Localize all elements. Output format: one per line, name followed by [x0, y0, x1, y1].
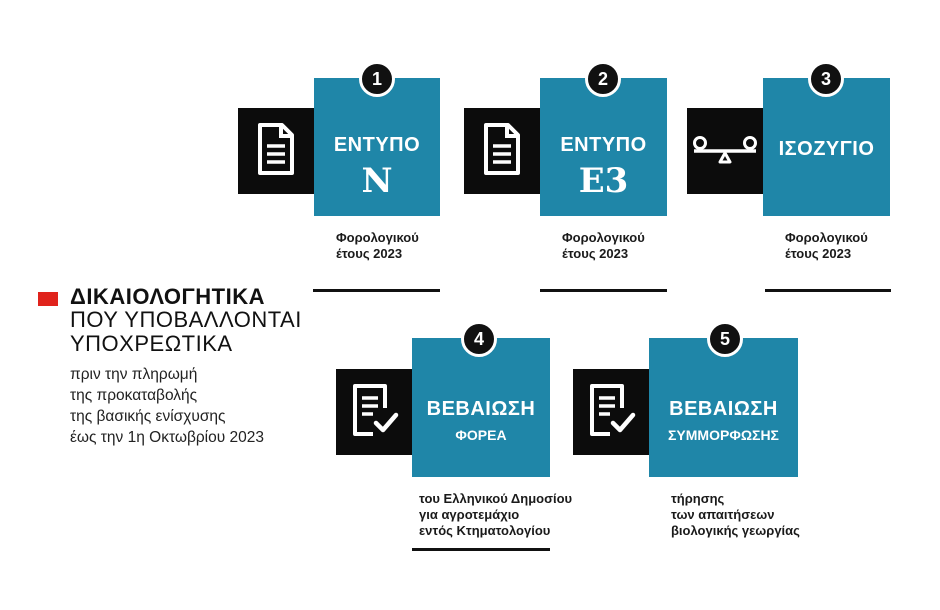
- item-4-title: ΒΕΒΑΙΩΣΗ: [426, 398, 536, 420]
- item-5-title-2: ΣΥΜΜΟΡΦΩΣΗΣ: [668, 427, 779, 443]
- item-2-title: ΕΝΤΥΠΟ: [560, 134, 647, 156]
- item-3-title: ΙΣΟΖΥΓΙΟ: [778, 138, 875, 160]
- item-2-rule: [540, 289, 667, 292]
- document-icon: [480, 122, 524, 181]
- heading-sub-4: έως την 1η Οκτωβρίου 2023: [70, 429, 265, 446]
- item-4-caption-2: για αγροτεμάχιο: [419, 507, 520, 522]
- item-4-title-2: ΦΟΡΕΑ: [455, 427, 507, 443]
- heading-line-2: ΠΟΥ ΥΠΟΒΑΛΛΟΝΤΑΙ: [70, 307, 302, 332]
- item-5-number-badge: 5: [707, 321, 743, 357]
- item-4-rule: [412, 548, 550, 551]
- balance-scale-icon: [692, 134, 758, 169]
- item-1-big-label: N: [361, 161, 393, 201]
- heading-sub-2: της προκαταβολής: [70, 387, 198, 404]
- item-4-number-badge: 4: [461, 321, 497, 357]
- item-1-title: ΕΝΤΥΠΟ: [333, 134, 421, 156]
- heading-sub-3: της βασικής ενίσχυσης: [70, 408, 226, 425]
- item-5-caption-1: τήρησης: [671, 491, 725, 506]
- item-4-caption-3: εντός Κτηματολογίου: [419, 523, 551, 538]
- document-icon: [254, 122, 298, 181]
- item-5-icon-block: [573, 369, 649, 455]
- red-marker: [38, 292, 58, 306]
- item-4-caption-1: του Ελληνικού Δημοσίου: [419, 491, 573, 506]
- item-1-rule: [313, 289, 440, 292]
- item-2-caption-2: έτους 2023: [562, 246, 629, 261]
- item-3-rule: [765, 289, 891, 292]
- item-1-number-badge: 1: [359, 61, 395, 97]
- item-2-icon-block: [464, 108, 540, 194]
- item-3-icon-block: [687, 108, 763, 194]
- item-3-number-badge: 3: [808, 61, 844, 97]
- item-4-card: [412, 338, 550, 477]
- item-2-number-badge: 2: [585, 61, 621, 97]
- item-3-card: [763, 78, 890, 216]
- checklist-document-icon: [349, 382, 399, 443]
- item-4-icon-block: [336, 369, 412, 455]
- item-1-icon-block: [238, 108, 314, 194]
- item-1-caption-1: Φορολογικού: [336, 230, 419, 245]
- checklist-document-icon: [586, 382, 636, 443]
- item-3-caption-2: έτους 2023: [785, 246, 852, 261]
- item-5-caption-3: βιολογικής γεωργίας: [671, 523, 800, 538]
- heading-line-3: ΥΠΟΧΡΕΩΤΙΚΑ: [70, 331, 233, 356]
- item-3-caption-1: Φορολογικού: [785, 230, 868, 245]
- item-2-card: [540, 78, 667, 216]
- item-1-card: [314, 78, 440, 216]
- heading-title: ΔΙΚΑΙΟΛΟΓΗΤΙΚΑ: [70, 284, 265, 309]
- item-2-big-label: E3: [578, 161, 629, 201]
- item-5-caption-2: των απαιτήσεων: [671, 507, 775, 522]
- heading-sub-1: πριν την πληρωμή: [70, 366, 198, 383]
- item-1-caption-2: έτους 2023: [336, 246, 403, 261]
- item-2-caption-1: Φορολογικού: [562, 230, 645, 245]
- item-5-title: ΒΕΒΑΙΩΣΗ: [669, 398, 778, 420]
- item-5-card: [649, 338, 798, 477]
